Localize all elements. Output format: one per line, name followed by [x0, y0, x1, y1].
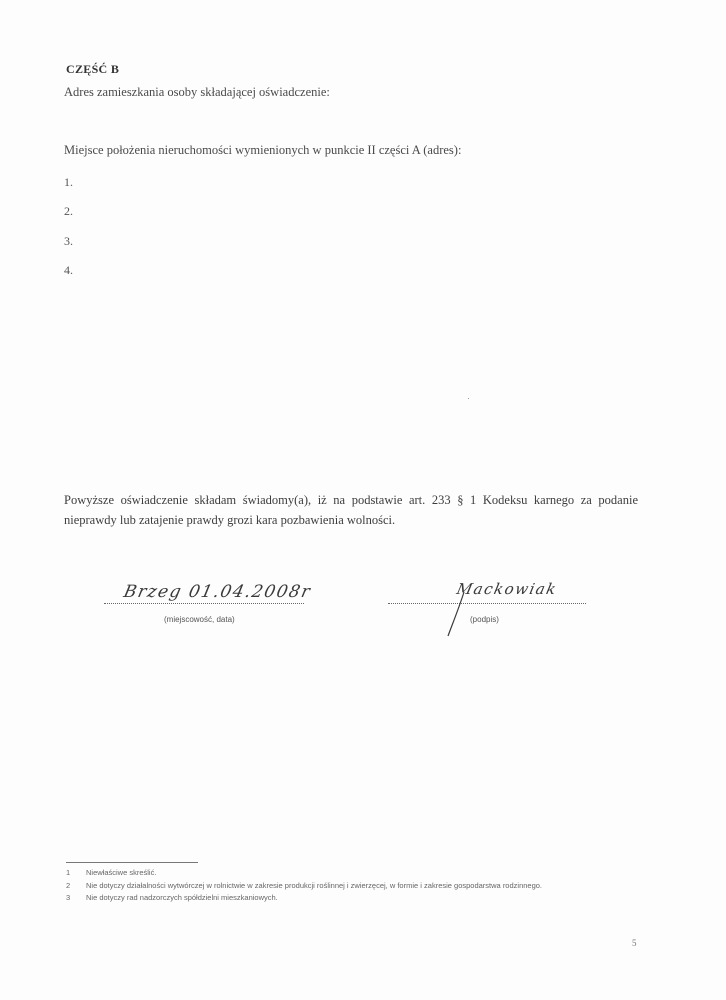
page-number: 5	[632, 938, 637, 948]
place-date-caption: (miejscowość, data)	[164, 615, 235, 624]
signature-stroke	[440, 590, 470, 640]
footnote-number: 1	[66, 868, 71, 877]
footnote-divider	[66, 862, 198, 863]
footnote-number: 3	[66, 893, 71, 902]
property-list-item: 1.	[64, 175, 73, 189]
section-title: CZĘŚĆ B	[66, 62, 120, 76]
address-label: Adres zamieszkania osoby składającej oświadczenie:	[64, 85, 330, 99]
property-list-item: 4.	[64, 263, 73, 277]
footnote-text: Nie dotyczy rad nadzorczych spółdzielni mieszkaniowych.	[86, 893, 278, 902]
property-list-item: 2.	[64, 204, 73, 218]
property-location-label: Miejsce położenia nieruchomości wymienionych w punkcie II części A (adres):	[64, 143, 462, 157]
footnote	[66, 893, 278, 902]
footnote-number: 2	[66, 881, 71, 890]
footnote-text: Nie dotyczy działalności wytwórczej w rolnictwie w zakresie produkcji roślinnej i zwierzęcej, w formie i zakresie gospodarstwa rodzinnego.	[86, 881, 543, 890]
signature-caption: (podpis)	[470, 615, 499, 624]
signature-handwriting: Mackowiak	[455, 580, 559, 598]
footnote	[66, 881, 542, 890]
property-list-item: 3.	[64, 234, 73, 248]
scan-speck	[468, 398, 469, 399]
footnote	[66, 868, 156, 877]
place-date-line	[104, 603, 304, 604]
declaration-text: Powyższe oświadczenie składam świadomy(a), iż na podstawie art. 233 § 1 Kodeksu karnego za podanie nieprawdy lub zatajenie prawdy grozi kara pozbawienia wolności.	[64, 493, 638, 527]
footnote-text: Niewłaściwe skreślić.	[86, 868, 157, 877]
signature-line	[388, 603, 586, 604]
place-date-handwriting: Brzeg 01.04.2008r	[121, 582, 314, 602]
